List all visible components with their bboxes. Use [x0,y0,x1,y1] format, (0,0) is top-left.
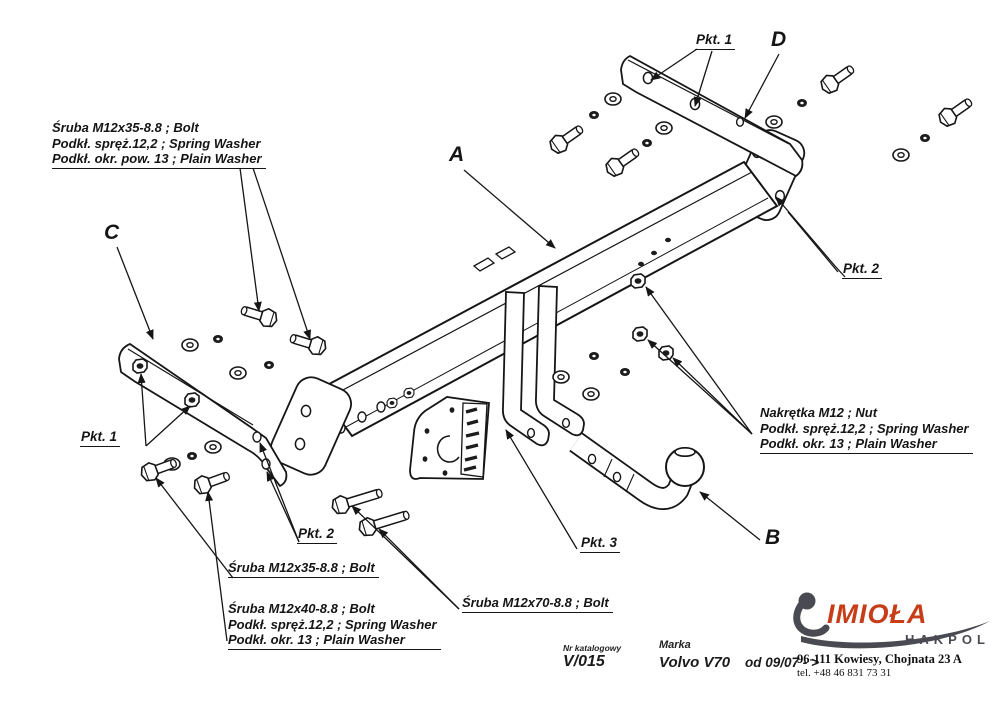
label-pkt3: Pkt. 3 [580,535,620,553]
label-pkt1-top: Pkt. 1 [695,32,735,50]
callout-bolt-m12x70 [462,595,613,613]
callout-line: Podkł. okr. pow. 13 ; Plain Washer [52,151,262,167]
manufacturer-address: 96-111 Kowiesy, Chojnata 23 A [797,652,962,666]
label-pkt1-left: Pkt. 1 [80,429,120,447]
label-part-b: B [765,526,781,549]
brand-name: IMIOŁA [827,599,928,629]
callout-nut-m12-set [760,405,973,454]
brand-logo [797,593,990,649]
brand-label: Marka [659,639,691,651]
callout-line: Podkł. spręż.12,2 ; Spring Washer [228,616,437,632]
date-range: od 09/07 - > [745,655,819,670]
label-pkt2-left: Pkt. 2 [297,526,337,544]
callout-line: Podkł. spręż.12,2 ; Spring Washer [52,135,261,151]
catalog-number-label: Nr katalogowy [563,643,622,653]
callout-line: Śruba M12x35-8.8 ; Bolt [52,120,199,135]
callout-line: Nakrętka M12 ; Nut [760,405,878,420]
ball-hook [576,442,704,499]
callout-line: Śruba M12x35-8.8 ; Bolt [228,560,375,575]
socket-plate [410,397,489,479]
manufacturer-phone: tel. +48 46 831 73 31 [797,667,892,679]
model-value: Volvo V70 [659,654,731,671]
label-pkt2-right: Pkt. 2 [842,261,882,279]
callout-line: Śruba M12x40-8.8 ; Bolt [228,601,375,616]
label-part-c: C [104,221,120,244]
brand-subname: HAKPOL [905,632,990,647]
callout-bolt-m12x35-set [52,120,266,169]
callout-line: Podkł. spręż.12,2 ; Spring Washer [760,420,969,436]
label-part-d: D [771,28,787,51]
callout-line: Podkł. okr. 13 ; Plain Washer [760,436,937,452]
label-part-a: A [449,143,465,166]
catalog-number-value: V/015 [563,653,605,670]
callout-bolt-m12x40-set [228,601,441,650]
callout-line: Podkł. okr. 13 ; Plain Washer [228,632,405,648]
callout-bolt-m12x35 [228,560,379,578]
callout-line: Śruba M12x70-8.8 ; Bolt [462,595,609,610]
